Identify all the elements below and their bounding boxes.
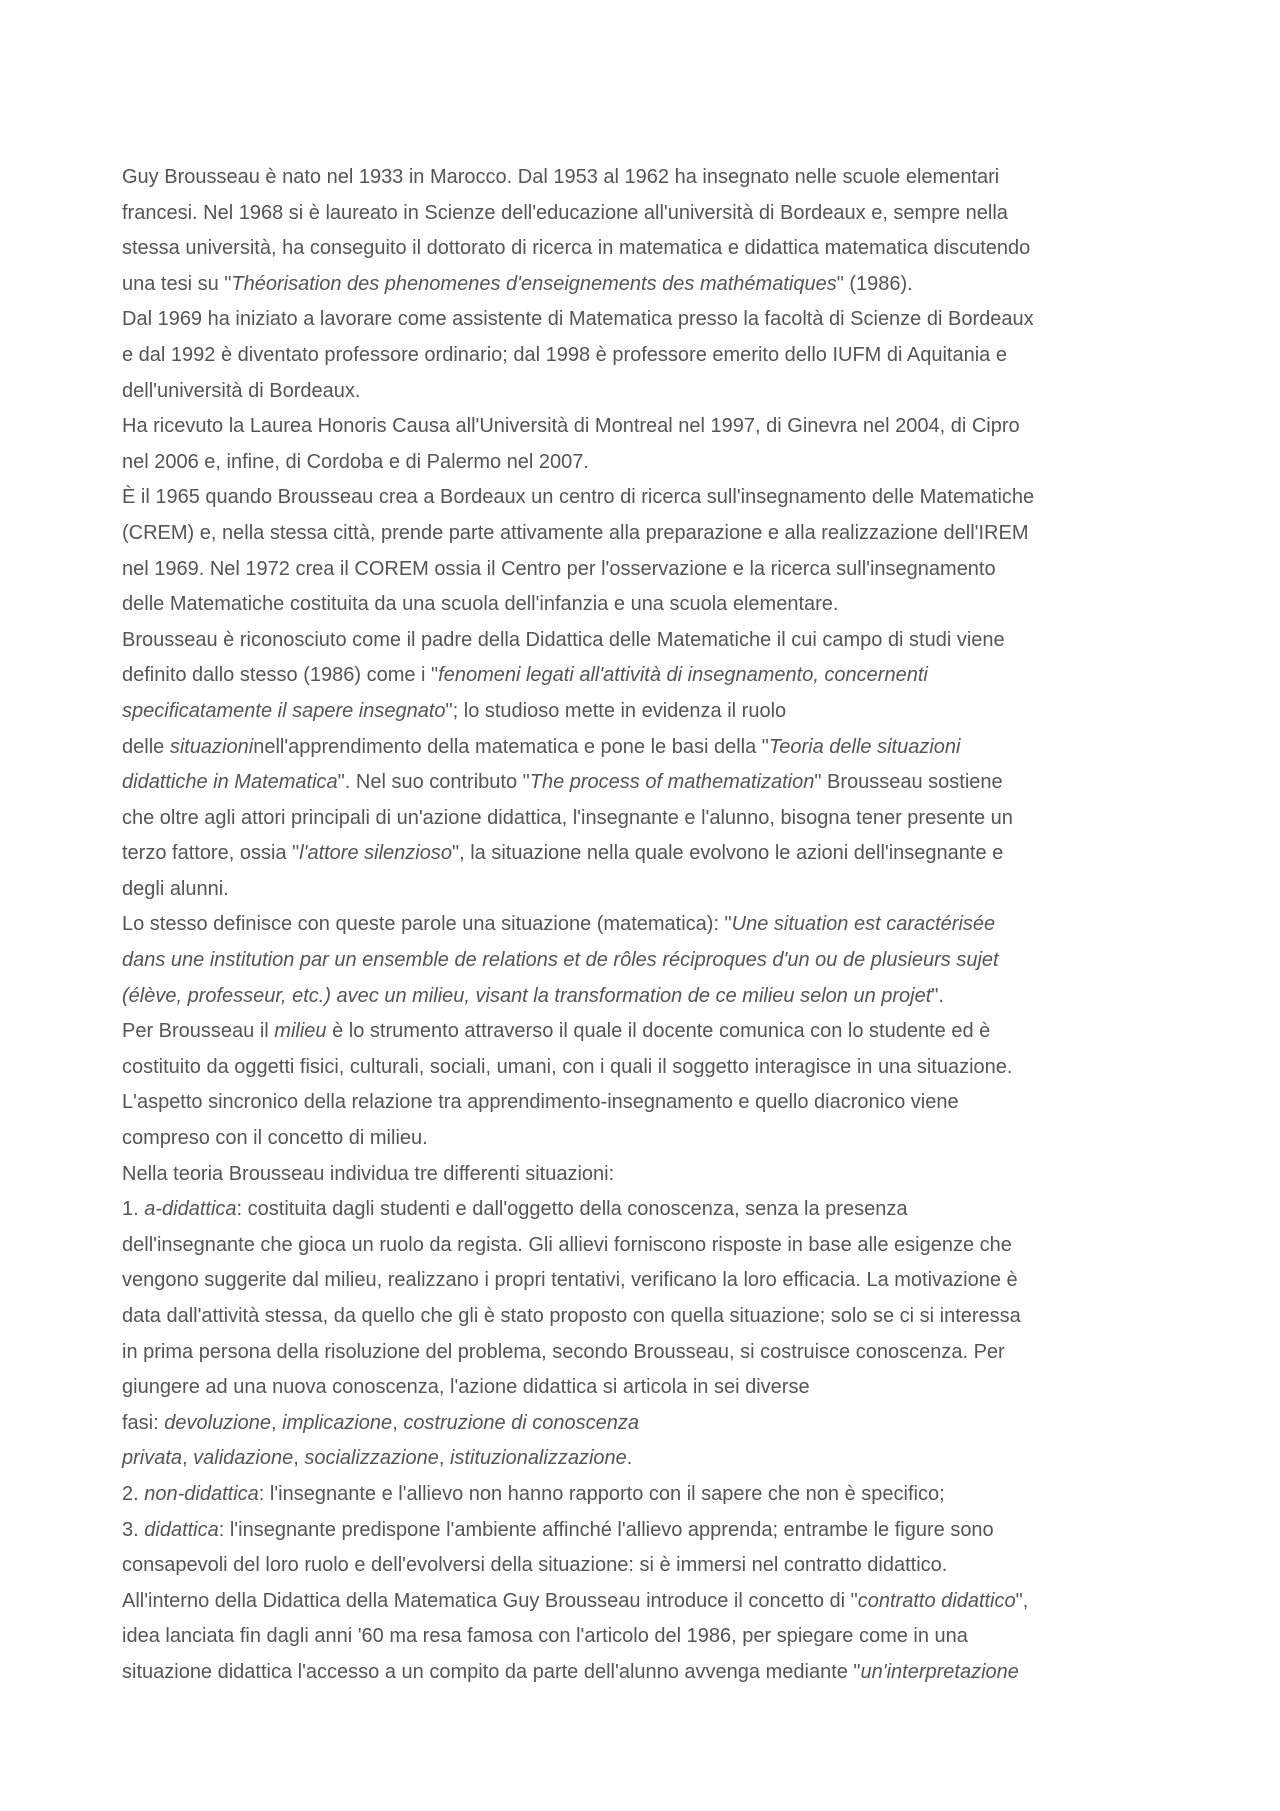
text-segment: L'aspetto sincronico della relazione tra apprendimento-insegnamento e quello diacronico viene — [122, 1091, 959, 1114]
text-line — [122, 1263, 1172, 1299]
italic-text: contratto didattico — [857, 1589, 1016, 1612]
italic-text: costruzione di conoscenza — [403, 1411, 640, 1434]
italic-text: The process of mathematization — [529, 771, 815, 794]
text-segment: terzo fattore, ossia " — [122, 842, 300, 865]
text-segment: che oltre agli attori principali di un'azione didattica, l'insegnante e l'alunno, bisogna tener presente un — [122, 806, 1013, 829]
italic-text: didattica — [144, 1518, 219, 1541]
text-segment: una tesi su " — [122, 272, 232, 295]
text-line — [122, 1548, 1172, 1584]
italic-text: validazione — [193, 1447, 294, 1470]
text-line — [122, 1014, 1172, 1050]
italic-text: Théorisation des phenomenes d'enseignements des mathématiques — [231, 272, 837, 295]
italic-text: implicazione — [282, 1411, 393, 1434]
text-line — [122, 1477, 1172, 1513]
italic-text: specificatamente il sapere insegnato — [122, 699, 446, 722]
text-line — [122, 302, 1172, 338]
text-line — [122, 1085, 1172, 1121]
italic-text: non-didattica — [144, 1482, 259, 1505]
italic-text: dans une institution par un ensemble de relations et de rôles réciproques d'un ou de plusieurs sujet — [122, 949, 999, 972]
text-line — [122, 231, 1172, 267]
text-segment: : l'insegnante predispone l'ambiente affinché l'allievo apprenda; entrambe le figure sono — [218, 1518, 994, 1541]
text-segment: " (1986). — [836, 272, 913, 295]
text-segment: "; lo studioso mette in evidenza il ruolo — [445, 699, 787, 722]
text-line — [122, 374, 1172, 410]
text-line — [122, 765, 1172, 801]
text-segment: fasi: — [122, 1411, 165, 1434]
text-line — [122, 409, 1172, 445]
text-segment: , — [271, 1411, 283, 1434]
text-segment: , — [392, 1411, 404, 1434]
text-segment: , — [293, 1447, 305, 1470]
text-segment: È il 1965 quando Brousseau crea a Bordeaux un centro di ricerca sull'insegnamento delle Matematiche — [122, 486, 1035, 509]
text-line — [122, 1619, 1172, 1655]
text-line — [122, 1406, 1172, 1442]
text-segment: (CREM) e, nella stessa città, prende parte attivamente alla preparazione e alla realizzazione dell'IREM — [122, 521, 1029, 544]
italic-text: socializzazione — [304, 1447, 439, 1470]
text-line — [122, 267, 1172, 303]
text-segment: degli alunni. — [122, 877, 229, 900]
text-line — [122, 1157, 1172, 1193]
text-segment: definito dallo stesso (1986) come i " — [122, 664, 439, 687]
text-line — [122, 1335, 1172, 1371]
text-line — [122, 1655, 1172, 1691]
text-line — [122, 1050, 1172, 1086]
text-segment: dell'università di Bordeaux. — [122, 379, 361, 402]
text-line — [122, 836, 1172, 872]
text-segment: 3. — [122, 1518, 145, 1541]
text-line — [122, 1299, 1172, 1335]
text-segment: 2. — [122, 1482, 145, 1505]
text-line — [122, 943, 1172, 979]
document-body — [122, 160, 1172, 1691]
text-line — [122, 907, 1172, 943]
text-segment: Lo stesso definisce con queste parole una situazione (matematica): " — [122, 913, 732, 936]
text-line — [122, 480, 1172, 516]
text-segment: All'interno della Didattica della Matematica Guy Brousseau introduce il concetto di " — [122, 1589, 858, 1612]
text-line — [122, 1584, 1172, 1620]
italic-text: Une situation est caractérisée — [731, 913, 996, 936]
text-segment: Guy Brousseau è nato nel 1933 in Marocco. Dal 1953 al 1962 ha insegnato nelle scuole elementari — [122, 166, 1000, 188]
text-segment: delle Matematiche costituita da una scuola dell'infanzia e una scuola elementare. — [122, 593, 839, 616]
text-line — [122, 730, 1172, 766]
text-segment: ", la situazione nella quale evolvono le azioni dell'insegnante e — [451, 842, 1004, 865]
text-segment: Dal 1969 ha iniziato a lavorare come assistente di Matematica presso la facoltà di Scienze di Bordeaux — [122, 308, 1034, 331]
text-line — [122, 1513, 1172, 1549]
italic-text: l'attore silenzioso — [299, 842, 452, 865]
italic-text: didattiche in Matematica — [122, 771, 338, 794]
text-segment: 1. — [122, 1198, 145, 1221]
text-segment: costituito da oggetti fisici, culturali, sociali, umani, con i quali il soggetto interagisce in una situazione. — [122, 1055, 1013, 1078]
italic-text: privata — [122, 1447, 183, 1470]
text-segment: stessa università, ha conseguito il dottorato di ricerca in matematica e didattica matematica discutendo — [122, 237, 1031, 260]
text-segment: . — [626, 1447, 633, 1470]
text-segment: francesi. Nel 1968 si è laureato in Scienze dell'educazione all'università di Bordeaux e, sempre nella — [122, 201, 1008, 224]
text-segment: nel 1969. Nel 1972 crea il COREM ossia il Centro per l'osservazione e la ricerca sull'insegnamento — [122, 557, 996, 580]
text-segment: nel 2006 e, infine, di Cordoba e di Palermo nel 2007. — [122, 450, 589, 473]
text-line — [122, 872, 1172, 908]
italic-text: situazioni — [169, 735, 254, 758]
italic-text: Teoria delle situazioni — [768, 735, 961, 758]
text-segment: consapevoli del loro ruolo e dell'evolversi della situazione: si è immersi nel contratto didattico. — [122, 1554, 948, 1577]
text-line — [122, 1370, 1172, 1406]
text-segment: data dall'attività stessa, da quello che gli è stato proposto con quella situazione; solo se ci si interessa — [122, 1305, 1021, 1327]
text-line — [122, 623, 1172, 659]
italic-text: istituzionalizzazione — [450, 1447, 627, 1470]
text-line — [122, 1192, 1172, 1228]
text-line — [122, 445, 1172, 481]
text-segment: ". Nel suo contributo " — [337, 771, 530, 794]
text-segment: nell'apprendimento della matematica e pone le basi della " — [253, 735, 769, 758]
text-segment: Per Brousseau il — [122, 1020, 275, 1043]
text-line — [122, 160, 1172, 196]
text-segment: compreso con il concetto di milieu. — [122, 1127, 428, 1150]
text-segment: ", — [1015, 1589, 1029, 1612]
italic-text: milieu — [274, 1020, 327, 1043]
italic-text: (élève, professeur, etc.) avec un milieu, visant la transformation de ce milieu selon un projet — [122, 984, 932, 1007]
text-segment: e dal 1992 è diventato professore ordinario; dal 1998 è professore emerito dello IUFM di Aquitania e — [122, 343, 1007, 366]
text-segment: è lo strumento attraverso il quale il docente comunica con lo studente ed è — [326, 1020, 991, 1043]
text-segment: in prima persona della risoluzione del problema, secondo Brousseau, si costruisce conoscenza. Per — [122, 1340, 1005, 1363]
text-line — [122, 1121, 1172, 1157]
text-segment: : costituita dagli studenti e dall'oggetto della conoscenza, senza la presenza — [236, 1198, 908, 1221]
text-segment: Nella teoria Brousseau individua tre differenti situazioni: — [122, 1162, 615, 1185]
text-segment: , — [182, 1447, 194, 1470]
text-segment: Ha ricevuto la Laurea Honoris Causa all'Università di Montreal nel 1997, di Ginevra nel 2004, di Cipro — [122, 415, 1020, 438]
text-segment: " Brousseau sostiene — [814, 771, 1003, 794]
text-segment: dell'insegnante che gioca un ruolo da regista. Gli allievi forniscono risposte in base alle esigenze che — [122, 1233, 1012, 1256]
text-line — [122, 801, 1172, 837]
text-line — [122, 552, 1172, 588]
text-segment: delle — [122, 735, 170, 758]
text-line — [122, 1228, 1172, 1264]
text-segment: ". — [931, 984, 944, 1007]
text-segment: , — [438, 1447, 450, 1470]
text-line — [122, 1441, 1172, 1477]
text-line — [122, 196, 1172, 232]
text-segment: giungere ad una nuova conoscenza, l'azione didattica si articola in sei diverse — [122, 1376, 810, 1399]
text-segment: situazione didattica l'accesso a un compito da parte dell'alunno avvenga mediante " — [122, 1660, 861, 1683]
italic-text: fenomeni legati all'attività di insegnamento, concernenti — [438, 664, 928, 687]
italic-text: a-didattica — [144, 1198, 237, 1221]
text-line — [122, 658, 1172, 694]
text-segment: vengono suggerite dal milieu, realizzano i propri tentativi, verificano la loro efficacia. La motivazione è — [122, 1269, 1018, 1292]
text-line — [122, 338, 1172, 374]
text-segment: : l'insegnante e l'allievo non hanno rapporto con il sapere che non è specifico; — [258, 1482, 945, 1505]
italic-text: devoluzione — [164, 1411, 271, 1434]
text-line — [122, 516, 1172, 552]
text-segment: Brousseau è riconosciuto come il padre della Didattica delle Matematiche il cui campo di studi viene — [122, 628, 1005, 651]
text-line — [122, 979, 1172, 1015]
text-segment: idea lanciata fin dagli anni '60 ma resa famosa con l'articolo del 1986, per spiegare come in una — [122, 1625, 968, 1648]
text-line — [122, 694, 1172, 730]
text-line — [122, 587, 1172, 623]
italic-text: un'interpretazione — [860, 1660, 1019, 1683]
